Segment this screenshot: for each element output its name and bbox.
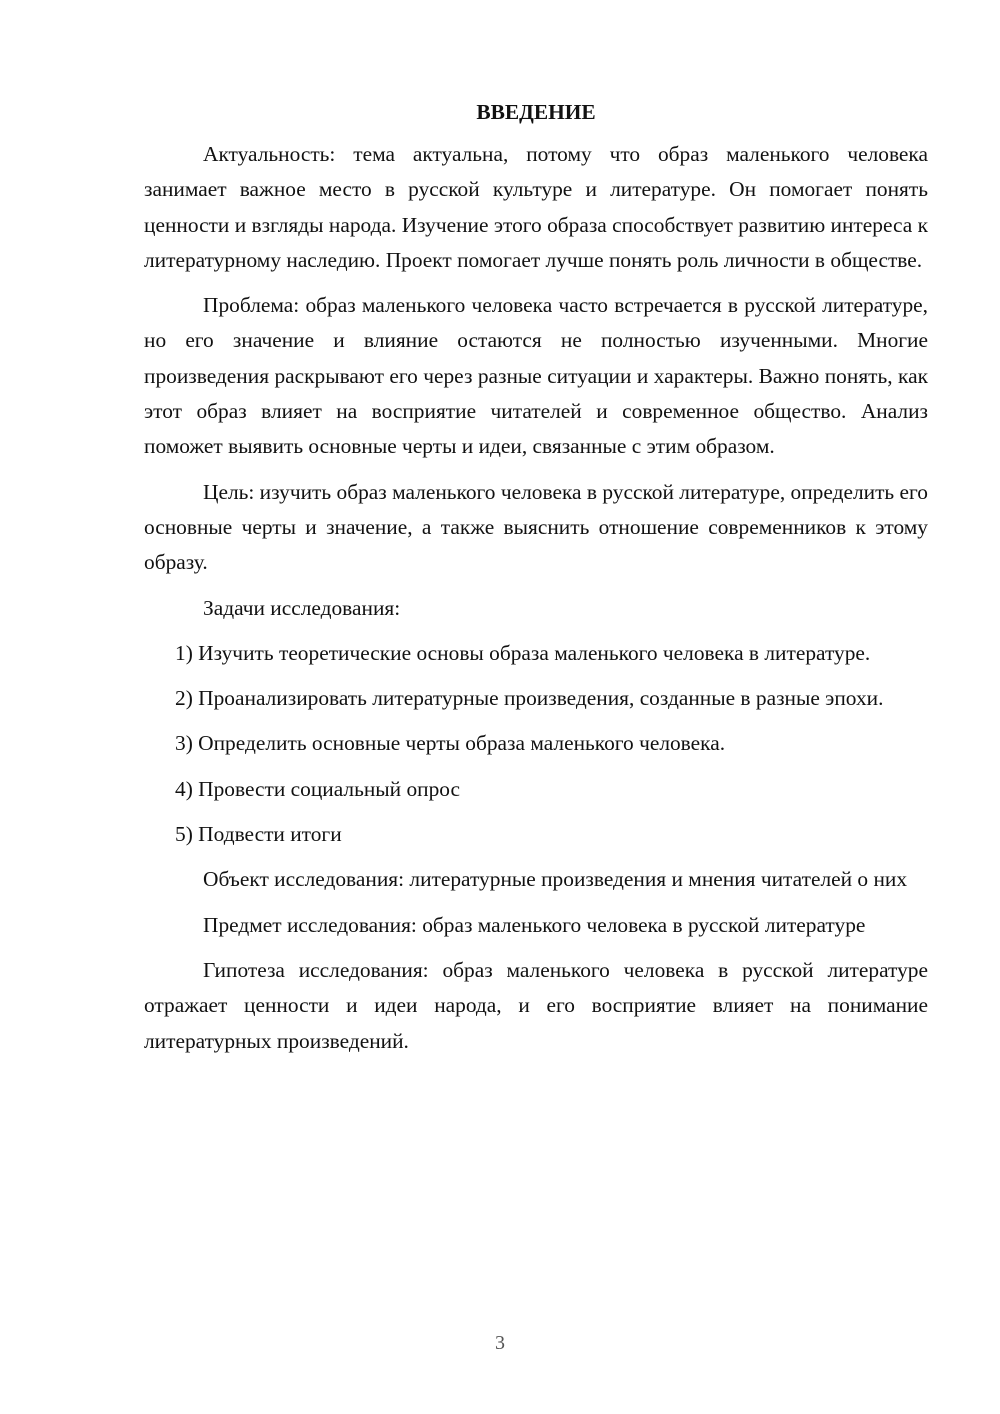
page-number: 3 xyxy=(495,1332,505,1354)
object-paragraph: Объект исследования: литературные произведения и мнения читателей о них xyxy=(203,867,908,892)
page-body xyxy=(144,96,928,1059)
tasks-heading: Задачи исследования: xyxy=(203,595,401,620)
goal-paragraph: Цель: изучить образ маленького человека в русской литературе, определить его основные черты и значение, а также выяснить отношение современников к этому образу. xyxy=(144,479,928,575)
relevance-paragraph: Актуальность: тема актуальна, потому что образ маленького человека занимает важное место в русской культуре и литературе. Он помогает понять ценности и взгляды народа. Изучение этого образа способствует развитию интереса к литературному наследию. Проект помогает лучше понять роль личности в обществе. xyxy=(144,142,928,272)
task-item-2: 2) Проанализировать литературные произведения, созданные в разные эпохи. xyxy=(175,686,884,711)
task-item-5: 5) Подвести итоги xyxy=(175,822,342,847)
problem-paragraph: Проблема: образ маленького человека часто встречается в русской литературе, но его значение и влияние остаются не полностью изученными. Многие произведения раскрывают его через разные ситуации и характеры. Важно понять, как этот образ влияет на восприятие читателей и современное общество. Анализ поможет выявить основные черты и идеи, связанные с этим образом. xyxy=(144,293,928,459)
task-item-1: 1) Изучить теоретические основы образа маленького человека в литературе. xyxy=(175,640,871,665)
task-item-3: 3) Определить основные черты образа маленького человека. xyxy=(175,731,726,756)
section-title: ВВЕДЕНИЕ xyxy=(476,100,596,124)
subject-paragraph: Предмет исследования: образ маленького человека в русской литературе xyxy=(203,912,866,937)
task-item-4: 4) Провести социальный опрос xyxy=(175,776,461,801)
hypothesis-paragraph: Гипотеза исследования: образ маленького человека в русской литературе отражает ценности и идеи народа, и его восприятие влияет на понимание литературных произведений. xyxy=(144,957,928,1053)
